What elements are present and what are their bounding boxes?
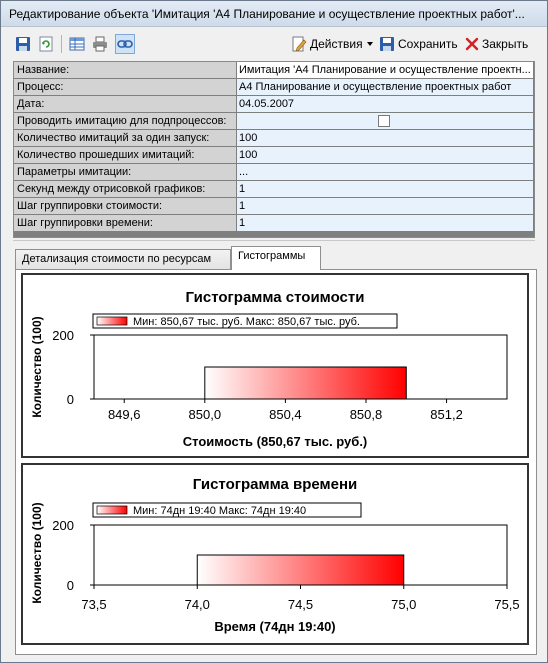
time-x-tick-label: 74,5: [287, 597, 314, 612]
save-button[interactable]: [379, 35, 458, 53]
toolbar-separator: [61, 35, 62, 53]
time-x-tick-label: 73,5: [81, 597, 107, 612]
toolbar: [7, 31, 541, 59]
property-row: [14, 181, 534, 198]
cost-chart-title: Гистограмма стоимости: [185, 289, 365, 306]
window-title: Редактирование объекта 'Имитация 'А4 Планирование и осуществление проектных работ'...: [9, 7, 525, 21]
actions-menu-button[interactable]: [291, 35, 374, 53]
tab-resource-cost-details[interactable]: Детализация стоимости по ресурсам: [15, 249, 231, 269]
time-grouping-step-field[interactable]: 1: [237, 215, 533, 231]
cost-y-tick-label: 0: [66, 392, 74, 407]
time-x-tick-label: 74,0: [184, 597, 210, 612]
title-bar[interactable]: [1, 1, 547, 27]
save-label: Сохранить: [398, 37, 458, 51]
table-icon: [69, 36, 85, 52]
property-label: Секунд между отрисовкой графиков:: [14, 181, 236, 197]
time-y-tick-label: 0: [66, 578, 74, 593]
process-field[interactable]: А4 Планирование и осуществление проектных работ: [237, 79, 533, 95]
time-histogram-chart: [23, 465, 527, 643]
completed-runs-field[interactable]: 100: [237, 147, 533, 163]
property-label: Шаг группировки стоимости:: [14, 198, 236, 214]
printer-icon: [92, 36, 108, 52]
name-field[interactable]: Имитация 'А4 Планирование и осуществление проектн...: [237, 62, 533, 78]
cost-histogram-bar: [205, 367, 406, 399]
property-label: Дата:: [14, 96, 236, 112]
property-row: [14, 79, 534, 96]
property-row: [14, 215, 534, 232]
cost-legend-swatch: [97, 317, 127, 325]
time-x-tick-label: 75,0: [391, 597, 417, 612]
time-legend-swatch: [97, 506, 127, 514]
refresh-button[interactable]: [36, 34, 56, 54]
cost-x-tick-label: 850,0: [188, 407, 222, 422]
cost-x-tick-label: 849,6: [107, 407, 141, 422]
subprocess-simulation-checkbox[interactable]: [378, 115, 390, 127]
floppy-disk-icon: [15, 36, 31, 52]
property-label: Название:: [14, 62, 236, 78]
dropdown-arrow-icon: [366, 40, 374, 48]
subprocess-simulation-cell: [237, 113, 533, 129]
property-label: Количество прошедших имитаций:: [14, 147, 236, 163]
cost-y-tick-label: 200: [52, 328, 74, 343]
time-y-tick-label: 200: [52, 518, 74, 533]
floppy-disk-icon: [379, 36, 395, 52]
property-row: [14, 164, 534, 181]
cost-x-tick-label: 850,8: [349, 407, 383, 422]
simulation-parameters-field[interactable]: ...: [237, 164, 533, 180]
property-label: Количество имитаций за один запуск:: [14, 130, 236, 146]
actions-label: Действия: [310, 37, 363, 51]
property-row: [14, 198, 534, 215]
property-row: [14, 62, 534, 79]
property-label: Проводить имитацию для подпроцессов:: [14, 113, 236, 129]
edit-document-icon: [291, 36, 307, 52]
cost-x-axis-label: Стоимость (850,67 тыс. руб.): [182, 434, 368, 449]
cost-legend-text: Мин: 850,67 тыс. руб. Макс: 850,67 тыс. руб.: [133, 316, 360, 328]
date-field[interactable]: 04.05.2007: [237, 96, 533, 112]
time-legend-text: Мин: 74дн 19:40 Макс: 74дн 19:40: [133, 505, 307, 517]
print-button[interactable]: [90, 34, 110, 54]
property-grid: [13, 61, 535, 238]
cost-x-tick-label: 850,4: [269, 407, 302, 422]
close-label: Закрыть: [482, 37, 529, 51]
cost-grouping-step-field[interactable]: 1: [237, 198, 533, 214]
property-row: [14, 113, 534, 130]
time-chart-title: Гистограмма времени: [192, 476, 358, 493]
tab-histograms[interactable]: Гистограммы: [231, 246, 321, 270]
property-row: [14, 130, 534, 147]
property-label: Процесс:: [14, 79, 236, 95]
panel-splitter[interactable]: [13, 240, 535, 243]
property-label: Шаг группировки времени:: [14, 215, 236, 231]
close-icon: [465, 37, 479, 51]
link-button[interactable]: [115, 34, 135, 54]
table-view-button[interactable]: [67, 34, 87, 54]
property-row: [14, 147, 534, 164]
time-y-axis-label: Количество (100): [30, 502, 44, 604]
redraw-interval-field[interactable]: 1: [237, 181, 533, 197]
refresh-icon: [38, 36, 54, 52]
time-histogram-panel: [21, 463, 529, 645]
cost-x-tick-label: 851,2: [430, 407, 463, 422]
close-button[interactable]: [465, 35, 528, 53]
runs-per-launch-field[interactable]: 100: [237, 130, 533, 146]
save-disk-button[interactable]: [13, 34, 33, 54]
cost-histogram-panel: [21, 273, 529, 458]
time-x-tick-label: 75,5: [494, 597, 520, 612]
time-x-axis-label: Время (74дн 19:40): [214, 619, 336, 634]
cost-y-axis-label: Количество (100): [30, 316, 44, 418]
time-histogram-bar: [197, 555, 404, 585]
cost-histogram-chart: [23, 275, 527, 456]
property-label: Параметры имитации:: [14, 164, 236, 180]
chain-link-icon: [117, 36, 133, 52]
property-row: [14, 96, 534, 113]
